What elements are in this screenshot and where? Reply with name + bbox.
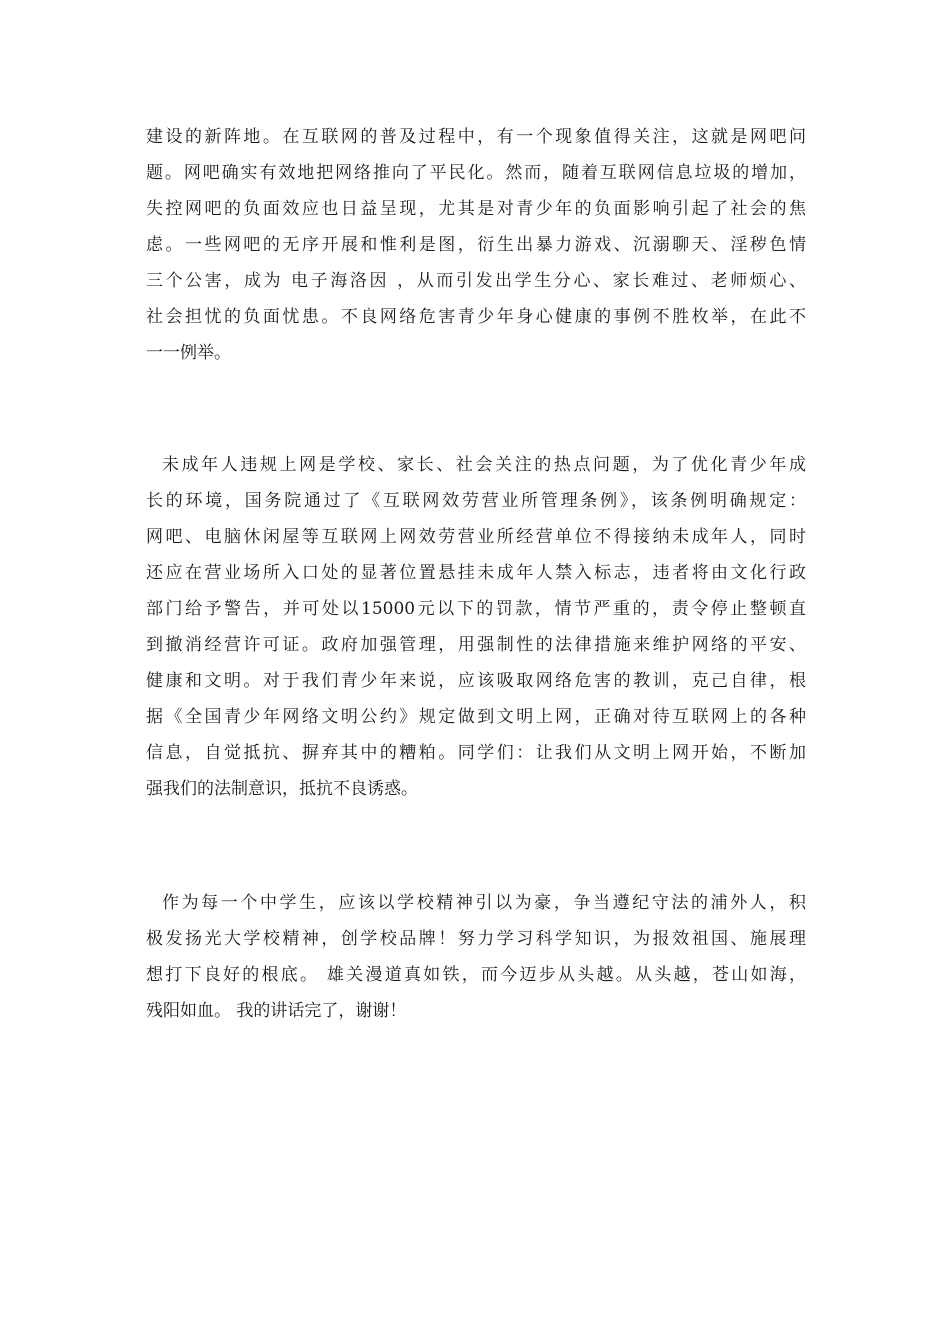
text-line: 三个公害，成为 电子海洛因 ，从而引发出学生分心、家长难过、老师烦心、	[146, 271, 806, 291]
text-line: 建设的新阵地。在互联网的普及过程中，有一个现象值得关注，这就是网吧问	[146, 127, 806, 147]
text-line: 虑。一些网吧的无序开展和惟利是图，衍生出暴力游戏、沉溺聊天、淫秽色情	[146, 235, 806, 255]
text-line: 极发扬光大学校精神，创学校品牌！努力学习科学知识，为报效祖国、施展理	[146, 929, 806, 949]
text-line: 题。网吧确实有效地把网络推向了平民化。然而，随着互联网信息垃圾的增加，	[146, 163, 806, 183]
text-line: 强我们的法制意识，抵抗不良诱惑。	[146, 779, 418, 799]
text-line: 健康和文明。对于我们青少年来说，应该吸取网络危害的教训，克己自律，根	[146, 671, 806, 691]
text-line: 到撤消经营许可证。政府加强管理，用强制性的法律措施来维护网络的平安、	[146, 635, 806, 655]
text-line: 还应在营业场所入口处的显著位置悬挂未成年人禁入标志，违者将由文化行政	[146, 563, 806, 583]
text-line: 社会担忧的负面忧患。不良网络危害青少年身心健康的事例不胜枚举，在此不	[146, 307, 806, 327]
text-line: 部门给予警告，并可处以15000元以下的罚款，情节严重的，责令停止整顿直	[146, 599, 806, 619]
text-line: 据《全国青少年网络文明公约》规定做到文明上网，正确对待互联网上的各种	[146, 707, 806, 727]
paragraph-regulations	[146, 447, 806, 807]
text-line: 网吧、电脑休闲屋等互联网上网效劳营业所经营单位不得接纳未成年人，同时	[146, 527, 806, 547]
text-line: 想打下良好的根底。 雄关漫道真如铁，而今迈步从头越。从头越，苍山如海，	[146, 965, 806, 985]
text-line: 长的环境，国务院通过了《互联网效劳营业所管理条例》，该条例明确规定：	[146, 491, 806, 511]
text-line: 一一例举。	[146, 343, 231, 363]
text-line: 信息，自觉抵抗、摒弃其中的糟粕。同学们：让我们从文明上网开始，不断加	[146, 743, 806, 763]
text-line: 未成年人违规上网是学校、家长、社会关注的热点问题，为了优化青少年成	[146, 455, 806, 475]
text-line: 失控网吧的负面效应也日益呈现，尤其是对青少年的负面影响引起了社会的焦	[146, 199, 806, 219]
text-line: 作为每一个中学生，应该以学校精神引以为豪，争当遵纪守法的浦外人，积	[146, 893, 806, 913]
paragraph-closing-remarks	[146, 885, 806, 1029]
paragraph-internet-cafe-problem	[146, 119, 806, 371]
text-line: 残阳如血。 我的讲话完了，谢谢！	[146, 1001, 407, 1021]
